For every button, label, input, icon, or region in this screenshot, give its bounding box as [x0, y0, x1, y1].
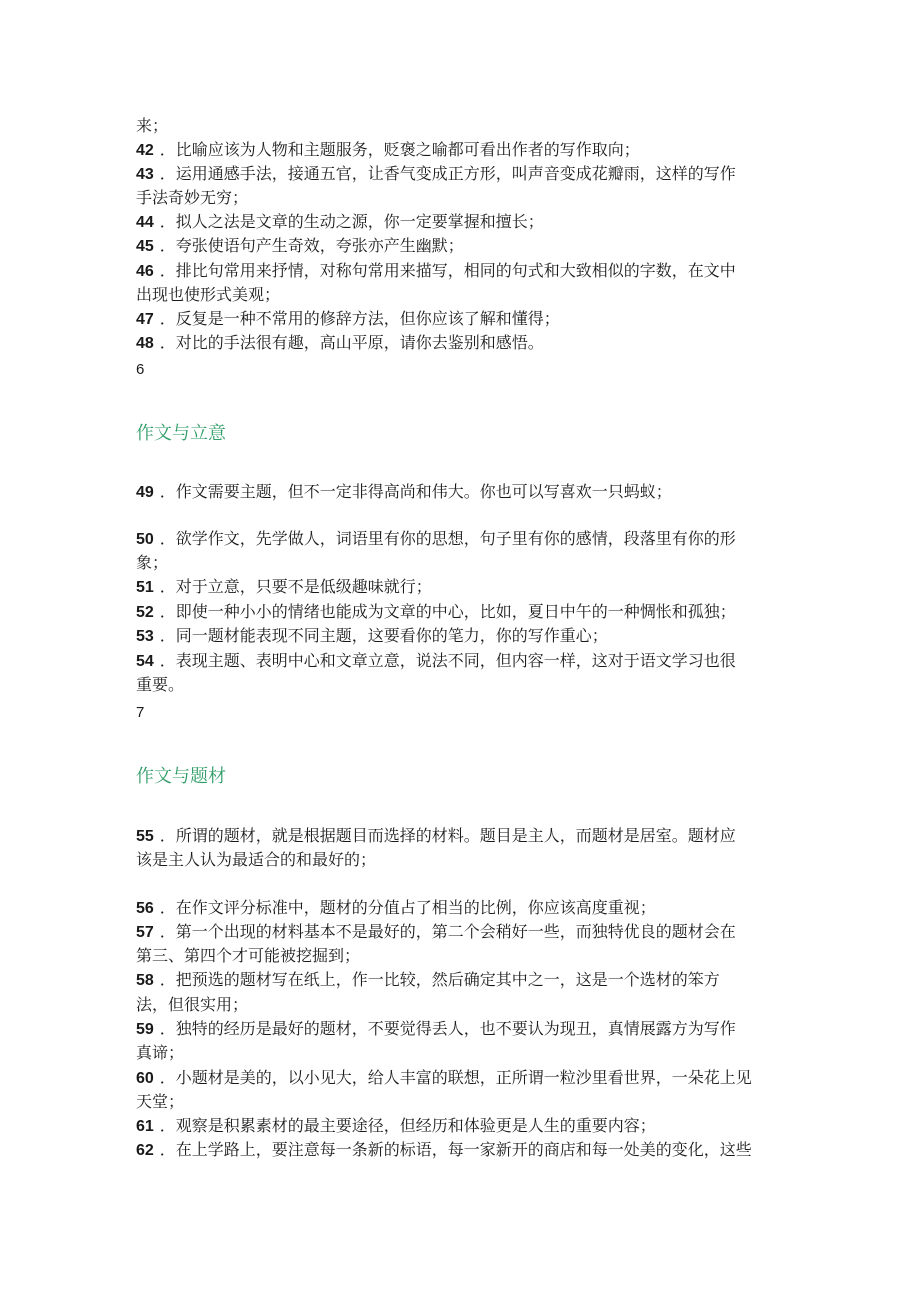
item-number: 58: [136, 972, 154, 989]
item-text: 法，但很实用；: [136, 995, 249, 1014]
item-text: ．小题材是美的，以小见大，给人丰富的联想，正所谓一粒沙里看世界，一朵花上见: [159, 1068, 752, 1087]
item-text: ．把预选的题材写在纸上，作一比较，然后确定其中之一，这是一个选材的笨方: [159, 970, 720, 989]
text-line: [136, 1017, 786, 1042]
item-text: ．第一个出现的材料基本不是最好的，第二个会稍好一些，而独特优良的题材会在: [159, 922, 736, 941]
item-text: ．排比句常用来抒情，对称句常用来描写，相同的句式和大致相似的字数，在文中: [159, 261, 736, 280]
text-line: [136, 920, 786, 945]
item-number: 45: [136, 238, 154, 255]
item-text: 手法奇妙无穷；: [136, 188, 249, 207]
item-text: 来；: [136, 116, 169, 135]
text-line: [136, 993, 786, 1017]
text-line: [136, 575, 786, 600]
text-line: [136, 1066, 786, 1091]
item-text: ．观察是积累素材的最主要途径，但经历和体验更是人生的重要内容；: [159, 1116, 656, 1135]
item-text: ．反复是一种不常用的修辞方法，但你应该了解和懂得；: [159, 309, 560, 328]
item-text: 真谛；: [136, 1043, 185, 1062]
item-number: 48: [136, 335, 154, 352]
item-number: 60: [136, 1070, 154, 1087]
text-line: [136, 186, 786, 210]
text-line: [136, 162, 786, 187]
text-line: [136, 1041, 786, 1065]
text-line: [136, 848, 786, 872]
item-text: ．比喻应该为人物和主题服务，贬褒之喻都可看出作者的写作取向；: [159, 140, 640, 159]
section-heading: 作文与立意: [136, 423, 226, 444]
item-text: ．拟人之法是文章的生动之源，你一定要掌握和擅长；: [159, 212, 544, 231]
item-number: 43: [136, 166, 154, 183]
page-number: 7: [136, 704, 145, 721]
item-text: ．夸张使语句产生奇效，夸张亦产生幽默；: [159, 236, 464, 255]
text-line: [136, 283, 786, 307]
item-number: 44: [136, 214, 154, 231]
item-text: ．在上学路上，要注意每一条新的标语，每一家新开的商店和每一处美的变化，这些: [159, 1140, 752, 1159]
item-number: 42: [136, 142, 154, 159]
text-line: [136, 624, 786, 649]
item-text: 天堂；: [136, 1092, 185, 1111]
text-line: [136, 944, 786, 968]
item-number: 51: [136, 579, 154, 596]
page-number: 6: [136, 361, 145, 378]
text-line: [136, 480, 786, 505]
text-line: [136, 114, 786, 138]
text-line: [136, 1090, 786, 1114]
text-line: [136, 138, 786, 163]
item-text: ．所谓的题材，就是根据题目而选择的材料。题目是主人，而题材是居室。题材应: [159, 826, 736, 845]
item-text: ．表现主题、表明中心和文章立意，说法不同，但内容一样，这对于语文学习也很: [159, 651, 736, 670]
item-number: 50: [136, 531, 154, 548]
item-text: ．欲学作文，先学做人，词语里有你的思想，句子里有你的感情，段落里有你的形: [159, 529, 736, 548]
item-number: 55: [136, 828, 154, 845]
text-line: [136, 527, 786, 552]
item-number: 61: [136, 1118, 154, 1135]
item-number: 62: [136, 1142, 154, 1159]
text-line: [136, 210, 786, 235]
item-text: ．对比的手法很有趣，高山平原，请你去鉴别和感悟。: [159, 333, 544, 352]
item-text: ．独特的经历是最好的题材，不要觉得丢人，也不要认为现丑，真情展露方为写作: [159, 1019, 736, 1038]
text-line: [136, 600, 786, 625]
text-line: [136, 234, 786, 259]
text-line: [136, 307, 786, 332]
item-number: 54: [136, 653, 154, 670]
item-text: 出现也使形式美观；: [136, 285, 281, 304]
item-number: 47: [136, 311, 154, 328]
item-number: 52: [136, 604, 154, 621]
item-number: 49: [136, 484, 154, 501]
text-line: [136, 1114, 786, 1139]
item-number: 56: [136, 900, 154, 917]
item-text: 第三、第四个才可能被挖掘到；: [136, 946, 361, 965]
item-text: 该是主人认为最适合的和最好的；: [136, 850, 377, 869]
text-line: [136, 331, 786, 356]
text-line: [136, 1138, 786, 1163]
text-line: [136, 896, 786, 921]
item-text: ．作文需要主题，但不一定非得高尚和伟大。你也可以写喜欢一只蚂蚁；: [159, 482, 672, 501]
item-text: ．同一题材能表现不同主题，这要看你的笔力，你的写作重心；: [159, 626, 608, 645]
item-number: 59: [136, 1021, 154, 1038]
text-line: [136, 259, 786, 284]
item-number: 53: [136, 628, 154, 645]
section-heading: 作文与题材: [136, 766, 226, 787]
text-line: [136, 673, 786, 697]
item-text: ．运用通感手法，接通五官，让香气变成正方形，叫声音变成花瓣雨，这样的写作: [159, 164, 736, 183]
text-line: [136, 824, 786, 849]
item-number: 46: [136, 263, 154, 280]
item-text: ．对于立意，只要不是低级趣味就行；: [159, 577, 432, 596]
text-line: [136, 551, 786, 575]
item-text: ．在作文评分标准中，题材的分值占了相当的比例，你应该高度重视；: [159, 898, 656, 917]
item-text: ．即使一种小小的情绪也能成为文章的中心，比如，夏日中午的一种惆怅和孤独；: [159, 602, 736, 621]
item-number: 57: [136, 924, 154, 941]
item-text: 象；: [136, 553, 169, 572]
text-line: [136, 968, 786, 993]
text-line: [136, 649, 786, 674]
item-text: 重要。: [136, 675, 185, 694]
